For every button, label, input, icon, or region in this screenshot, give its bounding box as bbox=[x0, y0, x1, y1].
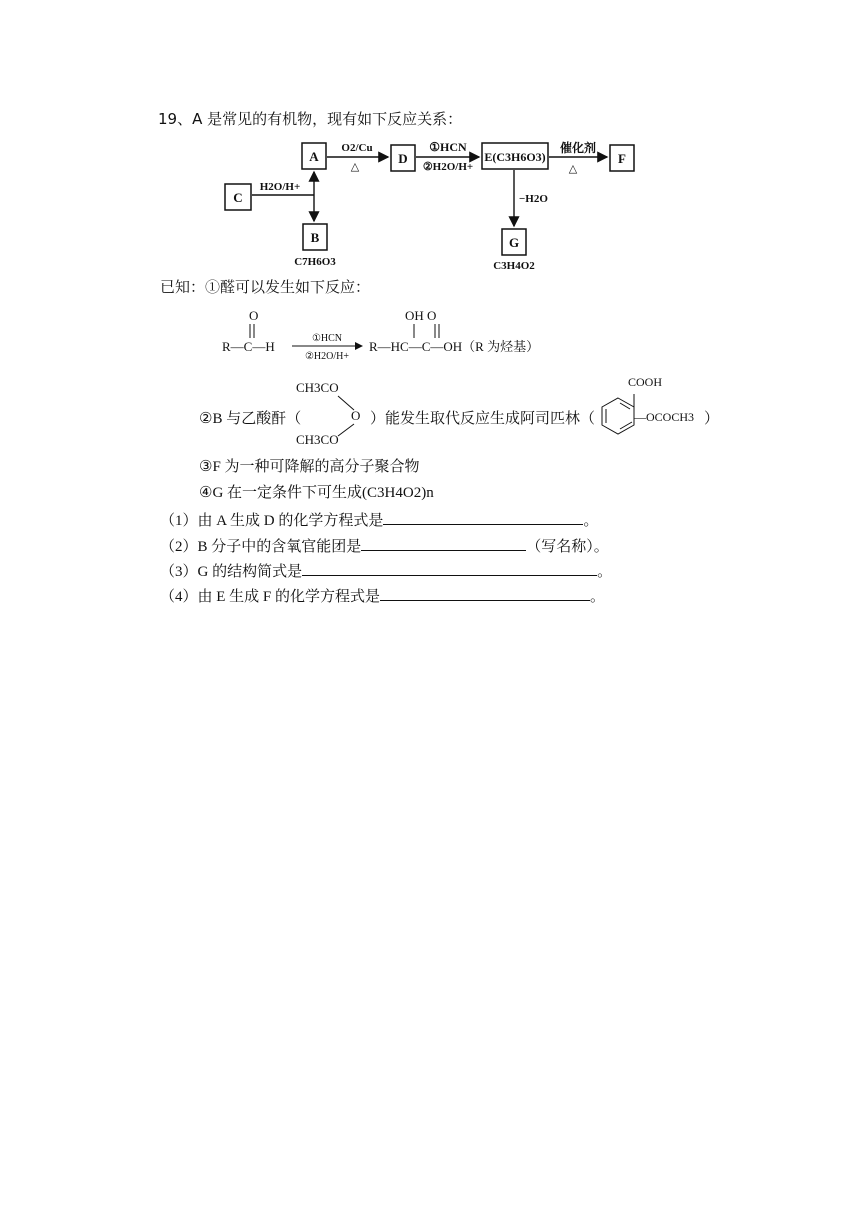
anhydride-structure bbox=[290, 372, 370, 450]
node-a bbox=[302, 143, 326, 169]
aspirin-ester: —OCOCH3 bbox=[634, 410, 695, 424]
answer-blank-1[interactable] bbox=[383, 510, 583, 525]
known-item2-suffix: ） bbox=[704, 411, 720, 427]
cond-a-to-d-bottom: △ bbox=[350, 161, 360, 173]
question-4-label: （4）由 E 生成 F 的化学方程式是 bbox=[160, 589, 381, 605]
question-4-suffix: 。 bbox=[590, 589, 606, 605]
cond-e-to-g: −H2O bbox=[519, 193, 548, 205]
node-d bbox=[391, 145, 415, 171]
node-g bbox=[502, 229, 526, 255]
svg-text:A: A bbox=[309, 149, 319, 164]
svg-text:D: D bbox=[398, 151, 408, 166]
aldehyde-above-right: OH O bbox=[405, 308, 437, 323]
anhydride-top: CH3CO bbox=[296, 380, 339, 395]
known-intro: 已知：①醛可以发生如下反应： bbox=[160, 280, 371, 296]
svg-text:B: B bbox=[310, 230, 320, 245]
svg-text:G: G bbox=[508, 235, 520, 250]
aldehyde-left: R—C—H bbox=[222, 339, 275, 354]
question-1-label: （1）由 A 生成 D 的化学方程式是 bbox=[160, 513, 384, 529]
question-2-suffix: （写名称）。 bbox=[526, 539, 609, 555]
answer-blank-4[interactable] bbox=[380, 586, 590, 601]
svg-text:E(C3H6O3): E(C3H6O3) bbox=[484, 150, 546, 164]
node-e bbox=[482, 143, 548, 169]
svg-text:F: F bbox=[618, 151, 626, 166]
formula-b: C7H6O3 bbox=[294, 256, 336, 268]
anhydride-bottom: CH3CO bbox=[296, 432, 339, 447]
cond-d-to-e-top: ①HCN bbox=[429, 140, 467, 154]
node-f bbox=[610, 145, 634, 171]
cond-d-to-e-bottom: ②H2O/H+ bbox=[422, 161, 474, 173]
aldehyde-carbonyl-o: O bbox=[249, 308, 259, 323]
cond-a-to-d-top: O2/Cu bbox=[341, 142, 373, 154]
aldehyde-right: R—HC—C—OH（R 为烃基） bbox=[369, 339, 540, 354]
cond-e-to-f-top: 催化剂 bbox=[559, 141, 597, 155]
aldehyde-arrow-top: ①HCN bbox=[311, 333, 343, 344]
known-item4: ④G 在一定条件下可生成(C3H4O2)n bbox=[199, 485, 434, 501]
question-3-suffix: 。 bbox=[597, 564, 613, 580]
anhydride-mid: O bbox=[351, 408, 361, 423]
aldehyde-arrow-bottom: ②H2O/H+ bbox=[304, 351, 350, 362]
answer-blank-3[interactable] bbox=[302, 561, 597, 576]
answer-blank-2[interactable] bbox=[361, 536, 526, 551]
aldehyde-reaction bbox=[0, 300, 860, 370]
known-item3: ③F 为一种可降解的高分子聚合物 bbox=[199, 459, 420, 475]
known-item2-middle: ）能发生取代反应生成阿司匹林（ bbox=[370, 411, 596, 427]
question-3 bbox=[160, 560, 612, 581]
question-3-label: （3）G 的结构简式是 bbox=[160, 564, 303, 580]
svg-text:C: C bbox=[233, 190, 243, 205]
node-c bbox=[225, 184, 251, 210]
formula-g: C3H4O2 bbox=[493, 260, 535, 272]
benzene-ring bbox=[602, 398, 634, 434]
reaction-scheme bbox=[0, 0, 860, 280]
question-2-label: （2）B 分子中的含氧官能团是 bbox=[160, 539, 362, 555]
aspirin-structure bbox=[582, 370, 722, 440]
node-b bbox=[303, 224, 327, 250]
question-1-suffix: 。 bbox=[583, 513, 599, 529]
question-2 bbox=[160, 535, 609, 556]
cond-c-to-a: H2O/H+ bbox=[259, 181, 301, 193]
question-4 bbox=[160, 585, 605, 606]
known-item2-prefix: ②B 与乙酸酐（ bbox=[199, 411, 302, 427]
aspirin-cooh: COOH bbox=[628, 375, 663, 389]
question-title: 19、A 是常见的有机物，现有如下反应关系： bbox=[158, 110, 463, 128]
question-1 bbox=[160, 509, 598, 530]
cond-e-to-f-bottom: △ bbox=[568, 163, 578, 175]
